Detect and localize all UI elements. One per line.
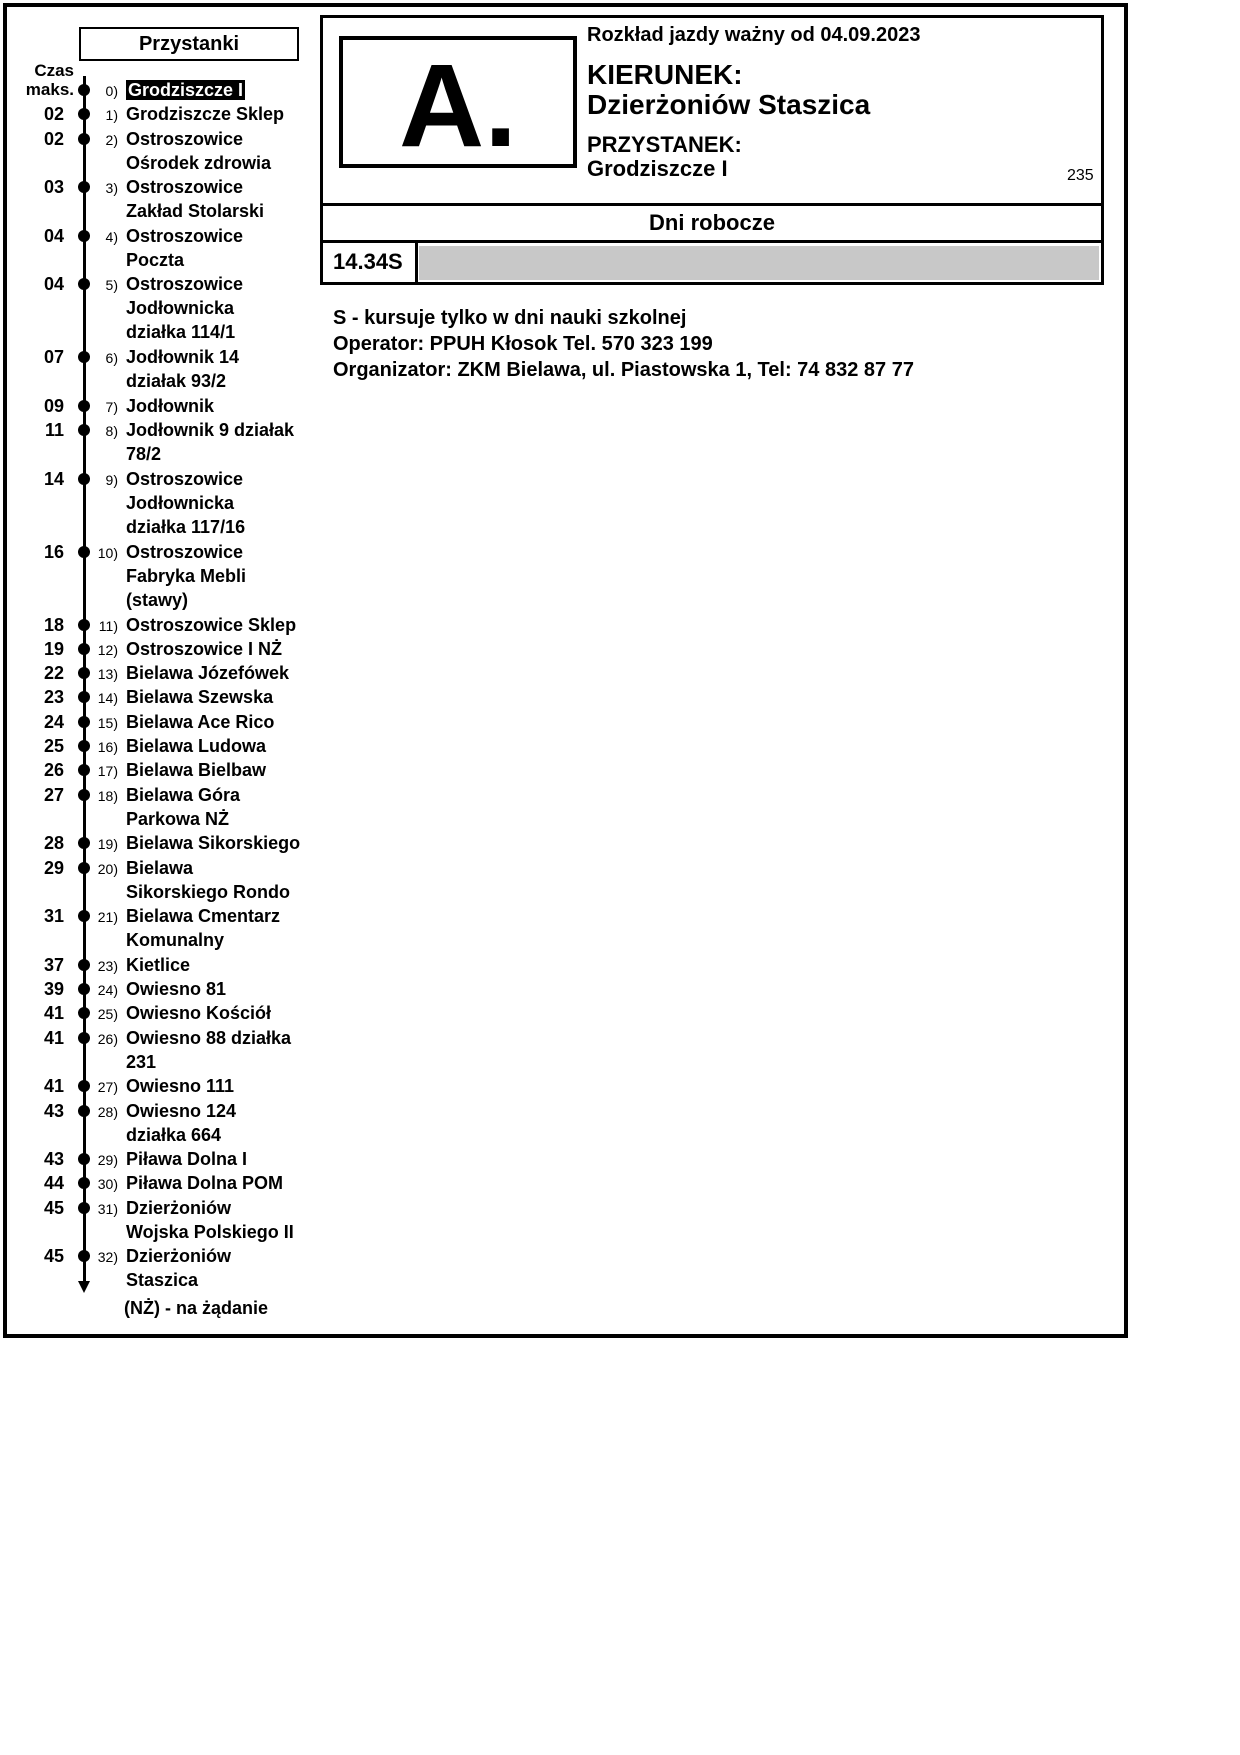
- stop-row: [0, 758, 320, 782]
- notes: [333, 305, 914, 383]
- stop-name: Owiesno 111: [126, 1076, 235, 1096]
- stop-max-time: 11: [44, 420, 64, 440]
- stop-row: [0, 1001, 320, 1025]
- note-school-days: S - kursuje tylko w dni nauki szkolnej: [333, 307, 687, 329]
- stop-row: [0, 175, 320, 221]
- stop-name: Dzierżoniów Wojska Polskiego II: [126, 1198, 294, 1242]
- stop-max-time: 43: [43, 1101, 64, 1121]
- max-time-header: Czas maks.: [25, 61, 74, 99]
- stop-number: 12): [97, 642, 118, 658]
- stop-name: Owiesno Kościół: [126, 1003, 272, 1023]
- current-stop-name: [126, 78, 326, 102]
- stop-name: Owiesno 124 działka 664: [126, 1101, 237, 1145]
- stop-max-time: 16: [43, 542, 64, 562]
- stop-name: Bielawa Bielbaw: [126, 760, 267, 780]
- stop-row: [0, 783, 320, 829]
- stop-label: PRZYSTANEK:: [587, 132, 742, 157]
- stop-number: 27): [97, 1079, 118, 1095]
- stop-number: 29): [97, 1152, 118, 1168]
- stop-max-time: 45: [43, 1198, 64, 1218]
- stop-name: Bielawa Józefówek: [126, 663, 290, 683]
- stop-number: 8): [105, 423, 118, 439]
- departures-empty-area: [419, 246, 1099, 280]
- valid-from: Rozkład jazdy ważny od 04.09.2023: [587, 24, 921, 46]
- stop-row: [0, 272, 320, 342]
- stop-row: [0, 1147, 320, 1171]
- stop-name: Bielawa Sikorskiego: [126, 833, 301, 853]
- departure-time: 14.34S: [333, 249, 403, 274]
- stop-row: [0, 685, 320, 709]
- stop-max-time: 27: [43, 785, 64, 805]
- stop-number: 16): [97, 739, 118, 755]
- stop-number: 30): [97, 1176, 118, 1192]
- stop-row: [0, 78, 320, 102]
- stop-max-time: 28: [43, 833, 64, 853]
- stop-name: Kietlice: [126, 955, 191, 975]
- stops-header: Przystanki: [79, 27, 299, 61]
- stop-number: 28): [97, 1104, 118, 1120]
- stop-name: Ostroszowice Ośrodek zdrowia: [126, 129, 272, 173]
- stop-max-time: 18: [43, 615, 64, 635]
- stop-number: 6): [105, 350, 118, 366]
- stop-row: [0, 977, 320, 1001]
- timetable-panel: [320, 15, 1104, 285]
- stop-number: 0): [105, 83, 118, 99]
- direction-value: Dzierżoniów Staszica: [587, 89, 871, 120]
- stop-number: 9): [105, 472, 118, 488]
- stop-number: 24): [97, 982, 118, 998]
- stop-number: 4): [105, 229, 118, 245]
- stop-row: [0, 661, 320, 685]
- stop-name: Jodłownik 14 działak 93/2: [126, 347, 240, 391]
- line-number: A.: [339, 36, 577, 168]
- stop-row: [0, 418, 320, 464]
- stop-name: Grodziszcze Sklep: [126, 104, 285, 124]
- note-organizer: Organizator: ZKM Bielawa, ul. Piastowska 1, Tel: 74 832 87 77: [333, 359, 914, 381]
- stop-name: Ostroszowice I NŻ: [126, 639, 283, 659]
- stop-name: Jodłownik 9 działak 78/2: [126, 420, 295, 464]
- stop-name: Jodłownik: [126, 396, 215, 416]
- stop-number: 32): [97, 1249, 118, 1265]
- stop-row: [0, 1171, 320, 1195]
- stop-name: Owiesno 81: [126, 979, 227, 999]
- departures-row: [323, 243, 1101, 282]
- stop-name: Ostroszowice Poczta: [126, 226, 244, 270]
- stop-number: 5): [105, 277, 118, 293]
- stop-max-time: 02: [43, 104, 64, 124]
- stop-max-time: 04: [43, 226, 64, 246]
- stop-number: 23): [97, 958, 118, 974]
- stop-max-time: 41: [43, 1076, 64, 1096]
- stop-max-time: 24: [43, 712, 64, 732]
- stop-max-time: 37: [43, 955, 64, 975]
- stop-name: Owiesno 88 działka 231: [126, 1028, 292, 1072]
- stop-number: 11): [98, 618, 118, 634]
- stop-row: [0, 345, 320, 391]
- stop-row: [0, 831, 320, 855]
- stop-row: [0, 467, 320, 537]
- stop-row: [0, 1244, 320, 1290]
- stop-number: 26): [97, 1031, 118, 1047]
- stop-number: 7): [105, 399, 118, 415]
- on-request-legend: (NŻ) - na żądanie: [124, 1298, 269, 1318]
- stop-number: 2): [105, 132, 118, 148]
- stop-row: [0, 1196, 320, 1242]
- stop-row: [0, 1026, 320, 1072]
- stop-row: [0, 710, 320, 734]
- note-operator: Operator: PPUH Kłosok Tel. 570 323 199: [333, 333, 713, 355]
- stop-row: [0, 1099, 320, 1145]
- stop-row: [0, 953, 320, 977]
- stop-max-time: 45: [43, 1246, 64, 1266]
- stop-max-time: 26: [43, 760, 64, 780]
- stop-name: Bielawa Ludowa: [126, 736, 267, 756]
- stop-max-time: 19: [43, 639, 64, 659]
- stop-max-time: 23: [43, 687, 64, 707]
- current-stop-highlight: Grodziszcze I: [128, 80, 244, 100]
- stop-number: 10): [97, 545, 118, 561]
- stop-max-time: 41: [43, 1003, 64, 1023]
- stop-max-time: 03: [43, 177, 64, 197]
- stop-number: 1): [105, 107, 118, 123]
- stop-row: [0, 102, 320, 126]
- stop-name: Ostroszowice Sklep: [126, 615, 297, 635]
- route-arrow-icon: [78, 1281, 90, 1293]
- stop-max-time: 41: [43, 1028, 64, 1048]
- stop-max-time: 02: [43, 129, 64, 149]
- stop-max-time: 31: [43, 906, 64, 926]
- stop-number: 18): [97, 788, 118, 804]
- stop-max-time: 14: [43, 469, 64, 489]
- stop-name: Piława Dolna I: [126, 1149, 248, 1169]
- departure-divider: [415, 243, 418, 282]
- stop-name: Bielawa Ace Rico: [126, 712, 275, 732]
- stop-row: [0, 734, 320, 758]
- stop-row: [0, 540, 320, 610]
- stop-number: 20): [97, 861, 118, 877]
- stop-number: 13): [97, 666, 118, 682]
- stop-name: Ostroszowice Fabryka Mebli (stawy): [126, 542, 247, 610]
- stop-number: 25): [97, 1006, 118, 1022]
- stop-max-time: 09: [43, 396, 64, 416]
- stop-name: Bielawa Góra Parkowa NŻ: [126, 785, 241, 829]
- stop-number: 21): [97, 909, 118, 925]
- stop-name: Piława Dolna POM: [126, 1173, 284, 1193]
- stop-name: Bielawa Szewska: [126, 687, 274, 707]
- stop-row: [0, 637, 320, 661]
- stop-row: [0, 224, 320, 270]
- stop-row: [0, 127, 320, 173]
- stop-name: Ostroszowice Zakład Stolarski: [126, 177, 265, 221]
- stop-max-time: 07: [43, 347, 64, 367]
- stop-row: [0, 856, 320, 902]
- stop-max-time: 22: [43, 663, 64, 683]
- stop-max-time: 43: [43, 1149, 64, 1169]
- stop-max-time: 25: [43, 736, 64, 756]
- stop-name: Bielawa Sikorskiego Rondo: [126, 858, 291, 902]
- stop-number: 19): [97, 836, 118, 852]
- stop-row: [0, 394, 320, 418]
- stop-number: 14): [97, 690, 118, 706]
- direction-label: KIERUNEK:: [587, 59, 743, 90]
- stop-number: 31): [97, 1201, 118, 1217]
- stop-name: Dzierżoniów Staszica: [126, 1246, 232, 1290]
- stop-name: Bielawa Cmentarz Komunalny: [126, 906, 281, 950]
- day-type: Dni robocze: [323, 203, 1101, 243]
- stop-max-time: 39: [43, 979, 64, 999]
- stop-value: Grodziszcze I: [587, 156, 728, 181]
- page-number: 235: [1067, 167, 1094, 184]
- stop-number: 15): [97, 715, 118, 731]
- stop-name: Ostroszowice Jodłownicka działka 117/16: [126, 469, 246, 537]
- stop-row: [0, 1074, 320, 1098]
- stop-max-time: 44: [43, 1173, 64, 1193]
- stop-row: [0, 904, 320, 950]
- stop-max-time: 04: [43, 274, 64, 294]
- stop-row: [0, 613, 320, 637]
- stop-name: Ostroszowice Jodłownicka działka 114/1: [126, 274, 244, 342]
- stop-max-time: 29: [43, 858, 64, 878]
- stop-number: 17): [97, 763, 118, 779]
- stop-number: 3): [105, 180, 118, 196]
